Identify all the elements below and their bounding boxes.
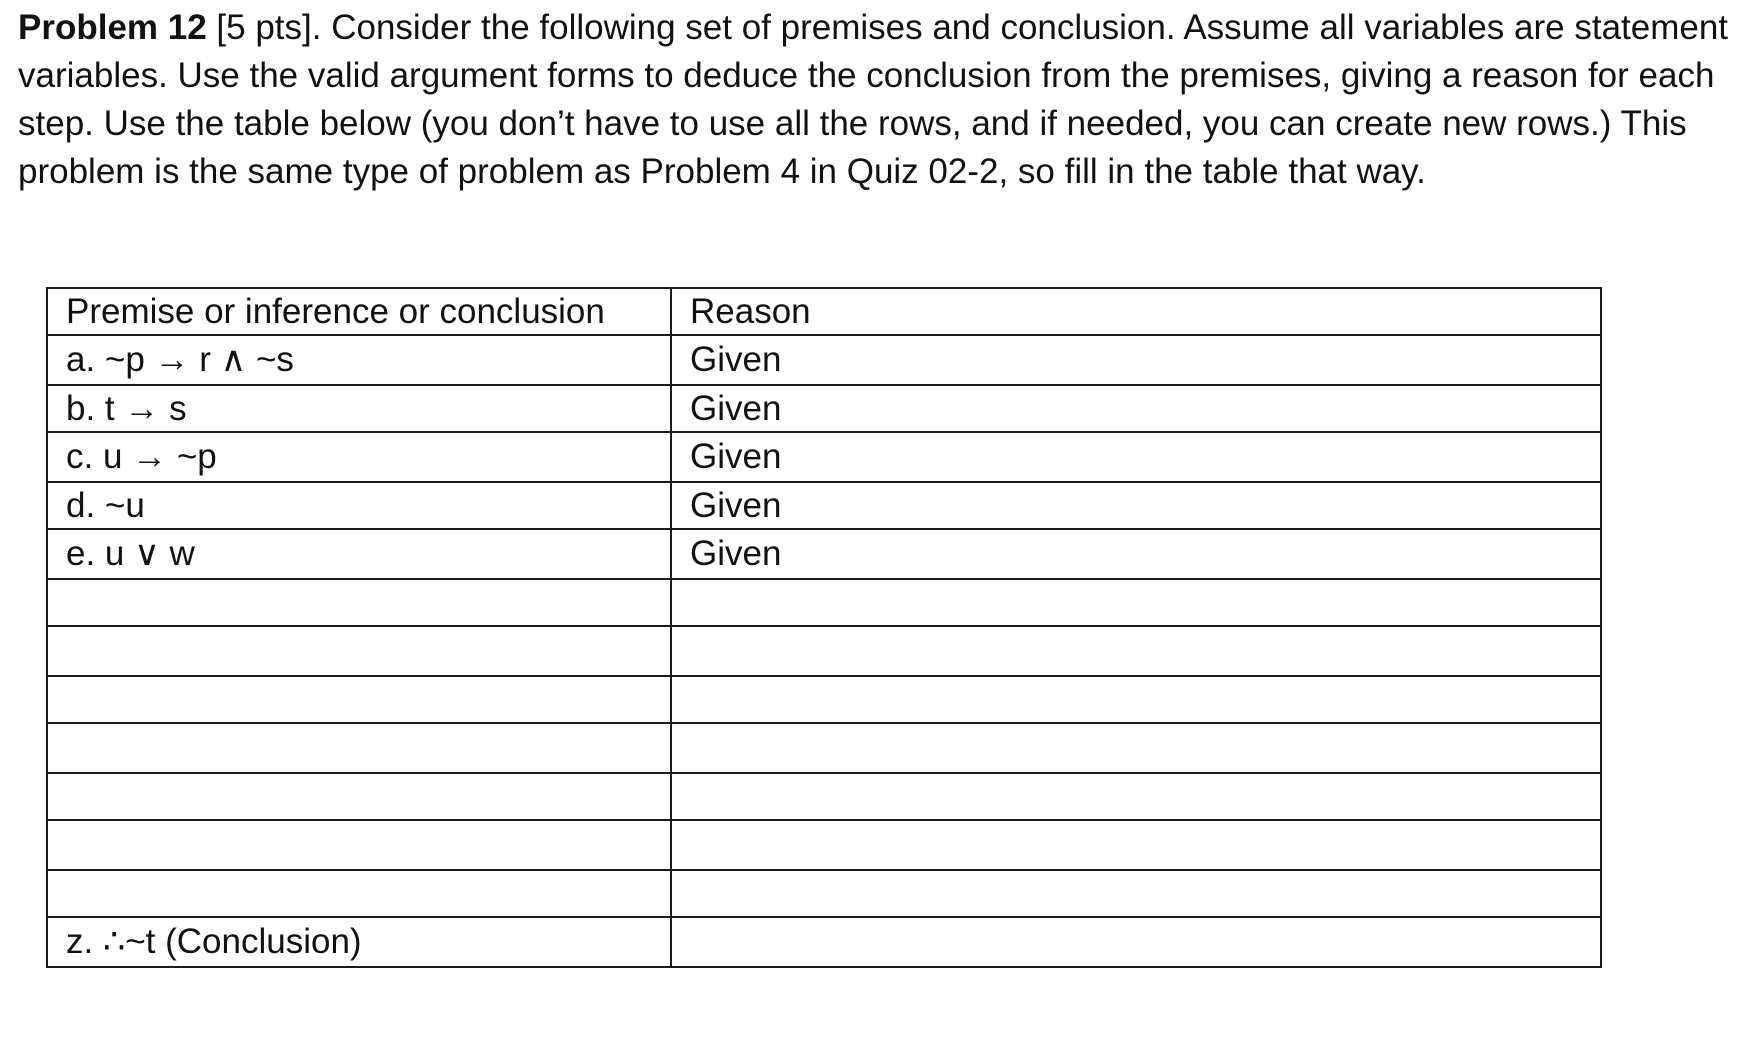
reason-cell[interactable] — [671, 723, 1601, 773]
reason-cell[interactable] — [671, 773, 1601, 820]
statement-cell[interactable] — [47, 773, 671, 820]
problem-label: Problem 12 — [18, 8, 207, 47]
reason-cell[interactable]: Given — [671, 432, 1601, 482]
table-row — [47, 870, 1601, 917]
table-row — [47, 579, 1601, 626]
header-reason: Reason — [671, 288, 1601, 335]
statement-cell[interactable] — [47, 820, 671, 870]
header-statement: Premise or inference or conclusion — [47, 288, 671, 335]
table-row — [47, 676, 1601, 723]
table-row — [47, 773, 1601, 820]
reason-cell[interactable] — [671, 870, 1601, 917]
conclusion-statement-cell[interactable]: z. ∴~t (Conclusion) — [47, 917, 671, 967]
statement-cell[interactable] — [47, 870, 671, 917]
reason-cell[interactable] — [671, 579, 1601, 626]
reason-cell[interactable]: Given — [671, 482, 1601, 529]
reason-cell[interactable] — [671, 626, 1601, 676]
reason-cell[interactable]: Given — [671, 529, 1601, 579]
reason-cell[interactable]: Given — [671, 385, 1601, 432]
table-row — [47, 529, 1601, 579]
table-header-row — [47, 288, 1601, 335]
reason-cell[interactable]: Given — [671, 335, 1601, 385]
table-row — [47, 626, 1601, 676]
statement-cell[interactable] — [47, 723, 671, 773]
statement-cell[interactable]: a. ~p → r ∧ ~s — [47, 335, 671, 385]
statement-cell[interactable]: d. ~u — [47, 482, 671, 529]
table-row — [47, 820, 1601, 870]
table-row-conclusion — [47, 917, 1601, 967]
statement-cell[interactable]: b. t → s — [47, 385, 671, 432]
reason-cell[interactable] — [671, 820, 1601, 870]
table-row — [47, 385, 1601, 432]
statement-cell[interactable] — [47, 676, 671, 723]
conclusion-reason-cell[interactable] — [671, 917, 1601, 967]
statement-cell[interactable]: c. u → ~p — [47, 432, 671, 482]
table-row — [47, 482, 1601, 529]
proof-table — [46, 287, 1602, 968]
table-row — [47, 432, 1601, 482]
statement-cell[interactable]: e. u ∨ w — [47, 529, 671, 579]
statement-cell[interactable] — [47, 579, 671, 626]
reason-cell[interactable] — [671, 676, 1601, 723]
problem-statement — [18, 4, 1743, 196]
table-row — [47, 723, 1601, 773]
table-row — [47, 335, 1601, 385]
statement-cell[interactable] — [47, 626, 671, 676]
problem-points: [5 pts]. — [206, 8, 322, 47]
problem-instructions: Consider the following set of premises and conclusion. Assume all variables are statement variables. Use the valid argument forms to deduce the conclusion from the premises, giving a reason for each step. Use the table below (you don’t have to use all the rows, and if needed, you can create new rows.) This problem is the same type of problem as Problem 4 in Quiz 02-2, so fill in the table that way. — [18, 8, 1729, 191]
